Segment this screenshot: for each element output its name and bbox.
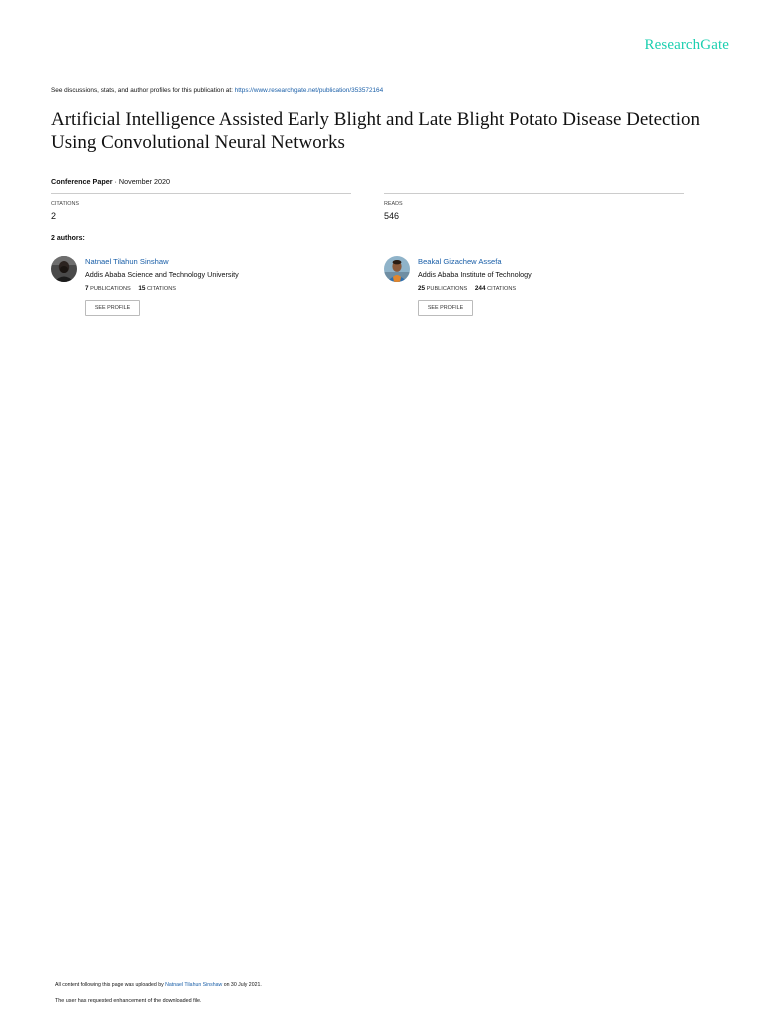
authors-heading: 2 authors: — [51, 235, 85, 242]
discussions-line — [51, 87, 383, 94]
reads-label: READS — [384, 201, 403, 207]
publications-count: 7 — [85, 285, 89, 292]
publication-date: November 2020 — [118, 177, 171, 186]
publications-label: PUBLICATIONS — [90, 286, 131, 292]
citations-count: 244 — [474, 285, 486, 292]
author-card — [51, 256, 371, 326]
enhancement-note: The user has requested enhancement of the downloaded file. — [55, 998, 202, 1004]
reads-value: 546 — [384, 211, 400, 221]
avatar[interactable] — [51, 256, 77, 282]
citations-value: 2 — [51, 211, 57, 221]
uploader-link[interactable]: Natnael Tilahun Sinshaw — [165, 982, 223, 988]
publications-label: PUBLICATIONS — [426, 286, 468, 292]
reads-divider — [384, 193, 684, 194]
author-stats — [418, 285, 516, 292]
upload-note — [55, 982, 262, 988]
publication-type: Conference Paper — [51, 177, 113, 186]
citations-count: 15 — [138, 285, 146, 292]
see-profile-button[interactable]: SEE PROFILE — [85, 300, 140, 316]
author-photo-icon — [51, 256, 77, 282]
publication-link[interactable]: https://www.researchgate.net/publication/353572164 — [234, 87, 384, 94]
publication-meta — [51, 177, 170, 186]
see-profile-button[interactable]: SEE PROFILE — [418, 300, 473, 316]
citations-label: CITATIONS — [487, 286, 517, 292]
upload-suffix: on 30 July 2021. — [222, 982, 262, 988]
author-stats — [85, 285, 176, 292]
author-institution: Addis Ababa Institute of Technology — [418, 270, 532, 279]
author-institution: Addis Ababa Science and Technology University — [85, 270, 239, 279]
author-photo-icon — [384, 256, 410, 282]
citations-divider — [51, 193, 351, 194]
date-separator: · — [112, 177, 119, 186]
discussions-text: See discussions, stats, and author profiles for this publication at: — [51, 87, 235, 94]
author-card — [384, 256, 704, 326]
author-name-link[interactable]: Natnael Tilahun Sinshaw — [85, 257, 169, 266]
avatar[interactable] — [384, 256, 410, 282]
researchgate-logo[interactable]: ResearchGate — [644, 37, 729, 53]
publications-count: 25 — [418, 285, 426, 292]
upload-prefix: All content following this page was uploaded by — [55, 982, 166, 988]
citations-label: CITATIONS — [51, 201, 79, 207]
author-name-link[interactable]: Beakal Gizachew Assefa — [418, 257, 502, 266]
publication-title: Artificial Intelligence Assisted Early Blight and Late Blight Potato Disease Detection Using Convolutional Neural Networks — [51, 109, 701, 153]
citations-label: CITATIONS — [146, 286, 176, 292]
